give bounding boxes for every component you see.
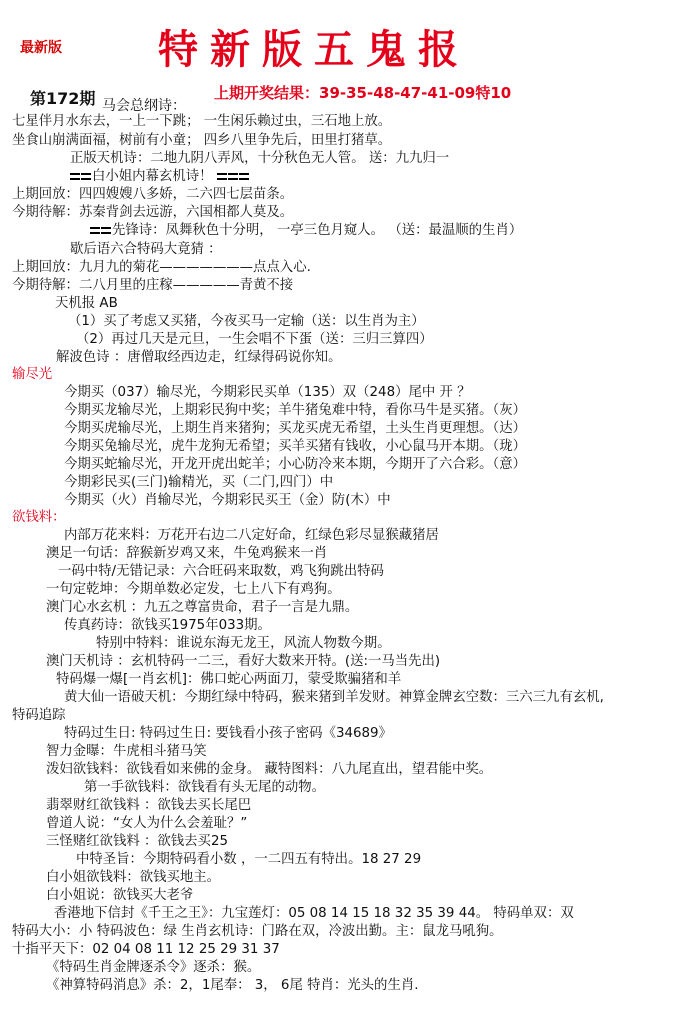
text-line: 香港地下信封《千王之王》：九宝莲灯：05 08 14 15 18 32 35 39 44。 特码单双：双: [54, 906, 574, 921]
text-line: 澳门心水玄机 ：九五之尊富贵命，君子一言是九鼎。: [46, 600, 359, 615]
equal-mark-icon: [228, 173, 238, 180]
text-line: 解波色诗 ：唐僧取经西边走，红绿得码说你知。: [56, 350, 342, 365]
text-line: 传真药诗：欲钱买1975年033期。: [64, 618, 271, 633]
text-line: 智力金曝：牛虎相斗猪马笑: [46, 744, 207, 759]
text-line: 特码追踪: [12, 708, 66, 723]
issue-number: 第172期: [30, 89, 96, 108]
text-line: 《神算特码消息》杀：2，1尾奉： 3， 6尾 特肖：光头的生肖.: [46, 978, 419, 993]
text-line: 上期回放：九月九的菊花———————点点入心.: [12, 260, 311, 275]
text-line: 歇后语六合特码大竟猜 ：: [70, 242, 222, 257]
text-line: 天机报 AB: [55, 296, 118, 311]
text-line: 黄大仙一语破天机：今期红绿中特码，猴来猪到羊发财。神算金牌玄空数：三六三九有玄机,: [64, 690, 604, 705]
text-line: 正版天机诗：二地九阴八弄风，十分秋色无人管。 送：九九归一: [70, 151, 450, 166]
edition-badge: 最新版: [20, 40, 62, 56]
text-line: 曾道人说：“女人为什么会羞耻？”: [46, 816, 248, 831]
section-heading: 欲钱料：: [12, 510, 66, 525]
text-line: 第一手欲钱料：欲钱看有头无尾的动物。: [84, 780, 326, 795]
text-line: 《特码生肖金牌逐杀令》逐杀：猴。: [46, 960, 261, 975]
text-line: 坐食山崩满面福，树前有小童； 四乡八里争先后，田里打猪草。: [12, 133, 392, 148]
page-title: 特新版五鬼报: [158, 26, 470, 73]
text-line: 今期买龙输尽光，上期彩民狗中奖；羊牛猪兔难中特，看你马牛是买猪。（灰）: [64, 403, 526, 418]
text-line: 澳足一句话：辞猴新岁鸡又来，牛兔鸡猴来一肖: [46, 546, 328, 561]
text-line: 中特圣旨：今期特码看小数 ，一二四五有特出。18 27 29: [76, 852, 422, 867]
text-line: 三怪赌红欲钱料 ：欲钱去买25: [46, 834, 228, 849]
text-line: 上期回放：四四嫂嫂八多娇，二六四七层苗条。: [12, 187, 294, 202]
text-line: 今期买蛇输尽光，开龙开虎出蛇羊；小心防冷来本期，今期开了六合彩。（意）: [64, 457, 526, 472]
text-line: 今期买（037）输尽光，今期彩民买单（135）双（248）尾中 开 ？: [64, 385, 471, 400]
text-line: 今期买（火）肖输尽光，今期彩民买王（金）防(木）中: [64, 493, 391, 508]
text-line: 白小姐说：欲钱买大老爷: [46, 888, 194, 903]
text-line: 今期彩民买(三门)输精光，买（二门,四门）中: [64, 475, 334, 490]
text-line-with-marks: 先锋诗：凤舞秋色十分明， 一亭三色月窥人。 （送：最温顺的生肖）: [90, 222, 522, 239]
text-line: 一码中特/无错记录：六合旺码来取数，鸡飞狗跳出特码: [58, 564, 384, 579]
text-line: 今期待解：二八月里的庄稼—————青黄不接: [12, 278, 294, 293]
text-line: 七星伴月水东去，一上一下跳； 一生闲乐赖过虫，三石地上放。: [12, 114, 392, 129]
equal-mark-icon: [81, 173, 91, 180]
text-line: 特码大小：小 特码波色：绿 生肖玄机诗：门路在双，冷波出勤。主：鼠龙马吼狗。: [12, 924, 503, 939]
equal-mark-icon: [217, 173, 227, 180]
text-line: 特别中特料：谁说东海无龙王，风流人物数今期。: [96, 636, 391, 651]
text-line-with-marks: 白小姐内幕玄机诗！: [70, 168, 250, 185]
text-line: （2）再过几天是元旦，一生会唱不下蛋（送：三归三算四）: [76, 332, 433, 347]
section-heading: 输尽光: [12, 367, 53, 382]
poem-heading: 马会总纲诗：: [102, 98, 186, 114]
text-line: 一句定乾坤：今期单数必定发，七上八下有鸡狗。: [46, 582, 341, 597]
last-result: 上期开奖结果：39-35-48-47-41-09特10: [214, 84, 512, 102]
text-line: 白小姐欲钱料：欲钱买地主。: [46, 870, 221, 885]
equal-mark-icon: [239, 173, 249, 180]
text-line: 翡翠财红欲钱料 ：欲钱去买长尾巴: [46, 798, 252, 813]
text-line: 内部万花来料：万花开右边二八定好命，红绿色彩尽显猴藏猪居: [64, 528, 439, 543]
text-line: 今期买虎输尽光，上期生肖来猪狗；买龙买虎无希望，土头生肖更理想。（达）: [64, 421, 526, 436]
text-line: 今期买兔输尽光，虎牛龙狗无希望；买羊买猪有钱收，小心鼠马开本期。（珑）: [64, 439, 526, 454]
text-line: 今期待解：苏秦背剑去远游，六国相都人莫及。: [12, 205, 294, 220]
text-line: 十指平天下：02 04 08 11 12 25 29 31 37: [12, 942, 280, 957]
text-line: 特码爆一爆[一肖玄机]：佛口蛇心两面刀，蒙受欺骗猪和羊: [56, 672, 402, 687]
text-line: 澳门天机诗 ：玄机特码一二三，看好大数来开特。(送:一马当先出): [46, 654, 441, 669]
text-line: （1）买了考虑又买猪，今夜买马一定输（送：以生肖为主）: [68, 314, 425, 329]
text-line: 特码过生日: 特码过生日: 要钱看小孩子密码《34689》: [64, 726, 392, 741]
equal-mark-icon: [70, 173, 80, 180]
equal-mark-icon: [90, 227, 100, 234]
text-line: 泼妇欲钱料：欲钱看如来佛的金身。 藏特图料：八九尾直出，望君能中奖。: [46, 762, 493, 777]
equal-mark-icon: [101, 227, 111, 234]
